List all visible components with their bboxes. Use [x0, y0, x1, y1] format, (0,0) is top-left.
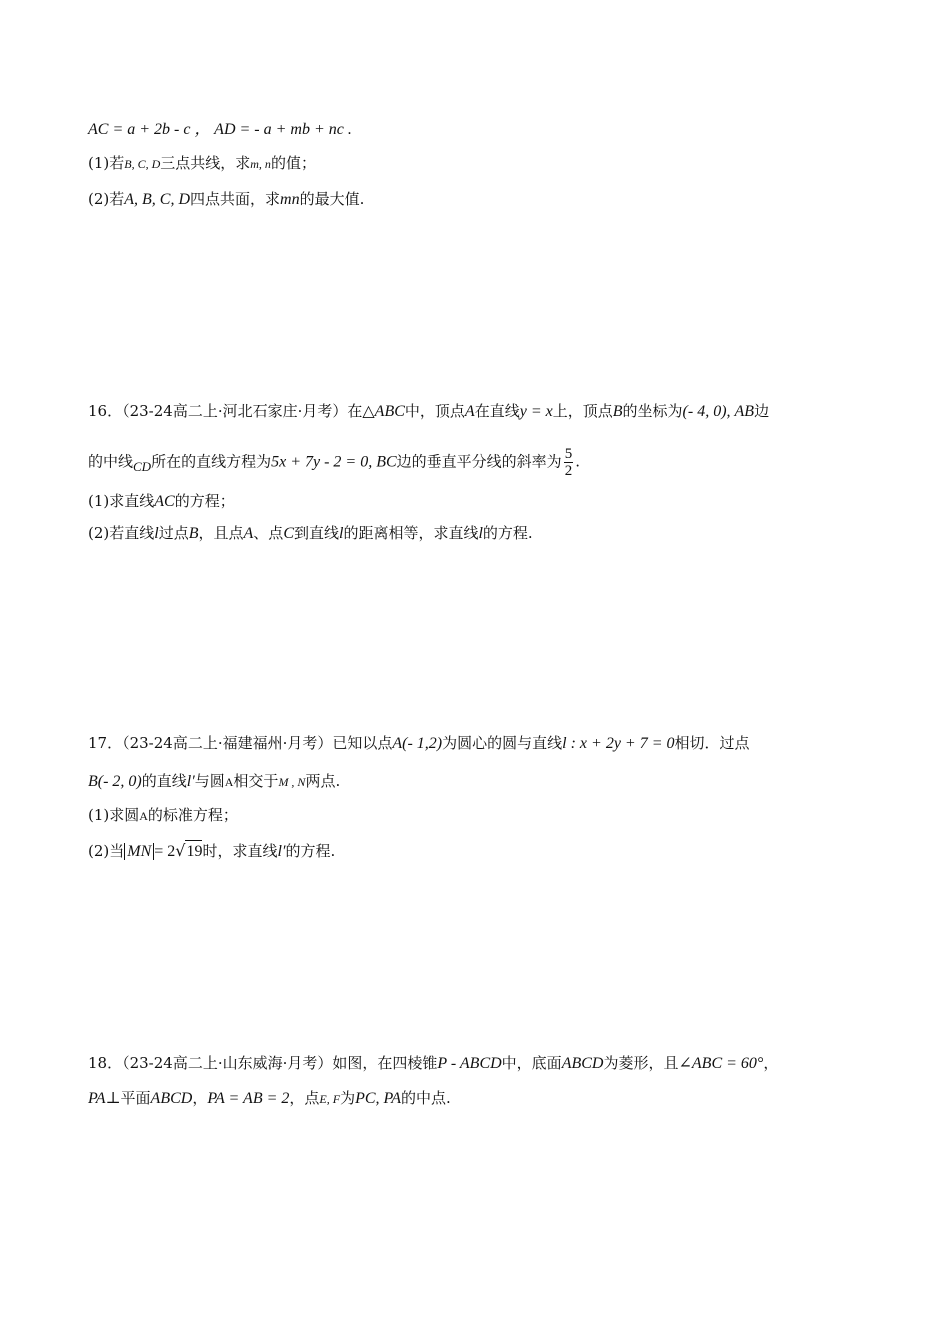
p17-circle-a: A: [224, 775, 234, 789]
p17-l-prime: l′: [186, 773, 195, 790]
p15-formula: AC = a + 2b - c ， AD = - a + mb + nc .: [88, 121, 352, 138]
sqrt-icon: √: [175, 841, 186, 860]
p18-ef: E, F: [319, 1092, 341, 1106]
p18-text: ，点: [289, 1089, 320, 1107]
p16-var-l: l: [339, 525, 344, 542]
p16-text: ，且点: [198, 524, 244, 542]
p16-text: 的坐标为: [622, 402, 683, 420]
p17-mn: M , N: [278, 775, 306, 789]
p18-pc-pa: PC, PA: [355, 1090, 402, 1107]
p18-text: 为菱形，且: [603, 1054, 679, 1072]
p17-text: 时，求直线: [202, 842, 278, 860]
p16-var-l: l: [154, 525, 159, 542]
p17-q2-eq: = 2: [154, 843, 176, 860]
p15-q1-suffix: 的值；: [270, 154, 316, 172]
p17-text: 与圆: [194, 772, 225, 790]
p17-q1-a: A: [139, 809, 148, 823]
p18-line1: [88, 1052, 778, 1075]
p16-number: 16．: [88, 402, 123, 420]
p16-var-a: A: [243, 525, 254, 542]
p15-q2-var: mn: [280, 191, 300, 208]
p16-line2: [88, 446, 580, 479]
p16-line-eq: y = x: [519, 403, 553, 420]
p17-text: 两点.: [305, 772, 341, 790]
p16-q1-suffix: 的方程；: [174, 492, 235, 510]
p18-pyramid: P - ABCD: [437, 1055, 502, 1072]
p16-var-b: B: [612, 403, 623, 420]
p18-text: ，: [192, 1089, 208, 1107]
p16-var-c: C: [283, 525, 294, 542]
p15-q2-prefix: (2)若: [88, 190, 125, 208]
p16-text: (2)若直线: [88, 524, 155, 542]
p15-q1-points: B, C, D: [124, 157, 161, 171]
p18-pa: PA: [88, 1090, 106, 1107]
p16-coord-b: (- 4, 0), AB: [682, 403, 755, 420]
p18-text: 平面: [120, 1089, 151, 1107]
p16-text: 中，顶点: [404, 402, 465, 420]
p17-q2-prefix: (2)当: [88, 842, 125, 860]
p16-q1-var: AC: [154, 493, 175, 510]
p16-text: 到直线: [293, 524, 339, 542]
p16-text: 在直线: [474, 402, 520, 420]
p18-angle: ∠ABC = 60°: [678, 1055, 764, 1072]
p15-q2: [88, 188, 364, 211]
p16-text: 边: [754, 402, 770, 420]
p16-var-l: l: [478, 525, 483, 542]
p17-q1-suffix: 的标准方程；: [147, 806, 238, 824]
p17-q2-mn: MN: [124, 843, 154, 860]
p18-length: PA = AB = 2: [207, 1090, 290, 1107]
p16-var-b: B: [188, 525, 199, 542]
p17-q1: [88, 804, 238, 827]
p16-slope-fraction: [564, 446, 574, 479]
p18-text: 的中点.: [401, 1089, 451, 1107]
p16-q1: [88, 490, 235, 513]
p17-line-eq: l : x + 2y + 7 = 0: [562, 735, 675, 752]
p16-q2: [88, 522, 533, 545]
p16-slope-den: 2: [564, 463, 573, 479]
p16-triangle: △ABC: [362, 403, 405, 420]
p16-text: 的中线: [88, 452, 134, 471]
p16-text: 的方程.: [482, 524, 533, 542]
perpendicular-icon: ⊥: [105, 1090, 121, 1107]
p15-q1-prefix: (1)若: [88, 154, 125, 172]
p18-text: 为: [340, 1089, 356, 1107]
p17-text: 相切．过点: [674, 734, 750, 752]
p15-q2-suffix: 的最大值.: [299, 190, 365, 208]
p18-number: 18．: [88, 1054, 123, 1072]
p15-q2-points: A, B, C, D: [124, 191, 191, 208]
p16-q1-prefix: (1)求直线: [88, 492, 155, 510]
p17-text: 的直线: [141, 772, 187, 790]
p16-cd: CD: [133, 458, 152, 474]
p16-text: 所在的直线方程为: [151, 452, 272, 471]
p15-q1-mid: 三点共线，求: [160, 154, 251, 172]
p17-number: 17．: [88, 734, 123, 752]
p18-text: ，: [763, 1054, 779, 1072]
p15-q1: [88, 152, 316, 175]
p16-median-eq: 5x + 7y - 2 = 0, BC: [271, 453, 397, 471]
p15-q2-mid: 四点共面，求: [190, 190, 281, 208]
p16-source: （23-24高二上·河北石家庄·月考）在: [122, 402, 363, 420]
p16-text: 上，顶点: [552, 402, 613, 420]
p18-plane: ABCD: [150, 1090, 193, 1107]
p15-formula-line: [88, 118, 352, 141]
p16-text: 、点: [253, 524, 284, 542]
p16-line1: [88, 400, 769, 423]
p17-q1-prefix: (1)求圆: [88, 806, 140, 824]
p17-q2-root: 19: [185, 840, 202, 863]
p17-center: A(- 1,2): [392, 735, 443, 752]
p16-text: 的距离相等，求直线: [343, 524, 479, 542]
p16-text: .: [575, 452, 580, 471]
p16-text: 边的垂直平分线的斜率为: [396, 452, 562, 471]
p16-slope-num: 5: [564, 446, 573, 462]
p17-text: 的方程.: [285, 842, 336, 860]
p17-source: （23-24高二上·福建福州·月考）已知以点: [122, 734, 393, 752]
p17-point-b: B(- 2, 0): [88, 773, 142, 790]
p17-text: 为圆心的圆与直线: [442, 734, 563, 752]
p17-q2: [88, 840, 335, 863]
p18-base: ABCD: [561, 1055, 604, 1072]
p18-line2: [88, 1087, 451, 1110]
p17-line2: [88, 770, 340, 793]
p17-q2-l-prime: l′: [277, 843, 286, 860]
p16-var-a: A: [464, 403, 475, 420]
p18-source: （23-24高二上·山东威海·月考）如图，在四棱锥: [122, 1054, 438, 1072]
p17-text: 相交于: [233, 772, 279, 790]
p18-text: 中，底面: [501, 1054, 562, 1072]
p15-q1-vars: m, n: [250, 157, 271, 171]
p16-text: 过点: [158, 524, 189, 542]
p17-line1: [88, 732, 750, 755]
